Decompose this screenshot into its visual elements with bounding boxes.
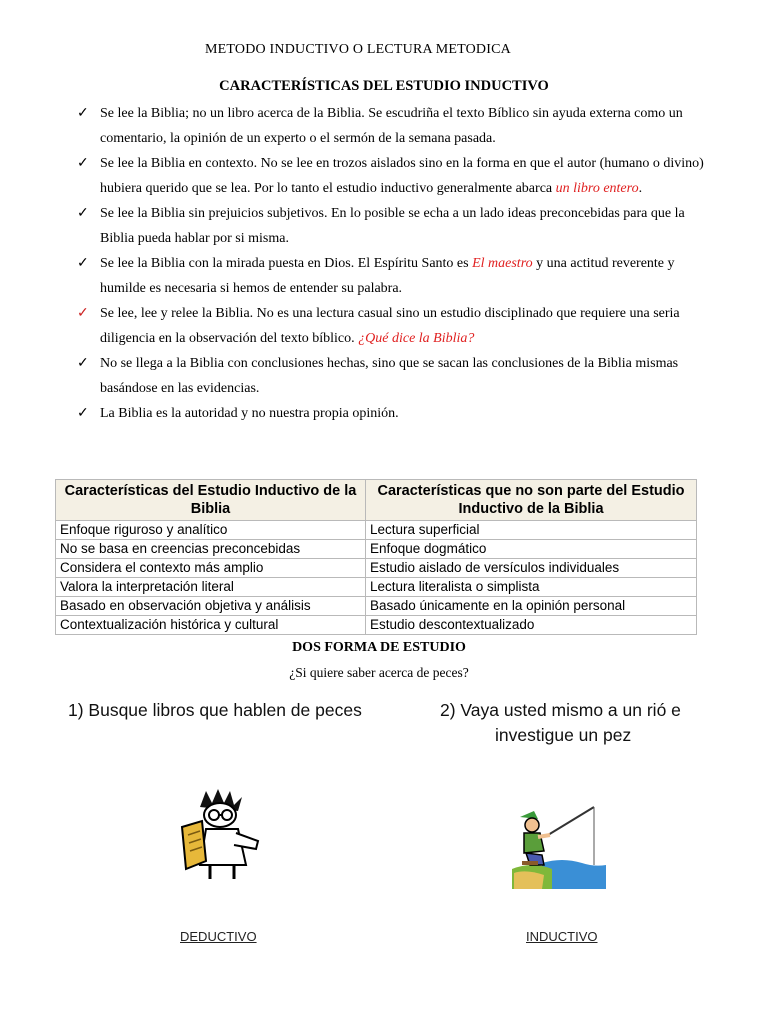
option-two-text	[440, 698, 681, 748]
table-body	[56, 521, 697, 635]
table-row	[56, 521, 697, 540]
label-inductivo: INDUCTIVO	[526, 929, 598, 944]
checkmark-icon: ✓	[77, 406, 89, 421]
bullet-text: No se llega a la Biblia con conclusiones hechas, sino que se sacan las conclusiones de la Biblia mismas basándose en las evidencias.	[100, 356, 679, 396]
characteristics-list	[77, 101, 717, 426]
bullet-text: Se lee la Biblia; no un libro acerca de la Biblia. Se escudriña el texto Bíblico sin ayuda externa como un comentario, la opinión de un experto o el sermón de la semana pasada.	[100, 106, 683, 146]
bullet-text: Se lee la Biblia en contexto. No se lee en trozos aislados sino en la forma en que el autor (humano o divino) hubiera querido que se lea. Por lo tanto el estudio inductivo generalmente abarca	[100, 156, 704, 196]
document-title: METODO INDUCTIVO O LECTURA METODICA	[205, 42, 511, 57]
table-cell-not-inductive: Estudio descontextualizado	[366, 616, 697, 635]
person-reading-book-icon	[176, 785, 272, 881]
table-cell-inductive: Considera el contexto más amplio	[56, 559, 366, 578]
bullet-highlight: El maestro	[472, 256, 533, 271]
table-row	[56, 616, 697, 635]
checkmark-icon: ✓	[77, 106, 89, 121]
bullet-text: La Biblia es la autoridad y no nuestra propia opinión.	[100, 406, 399, 421]
bullet-text-after: .	[638, 181, 643, 196]
bullet-item	[77, 101, 717, 151]
table-row	[56, 559, 697, 578]
bullet-item	[77, 251, 717, 301]
table-header-inductive: Características del Estudio Inductivo de la Biblia	[56, 480, 366, 521]
bullet-item	[77, 151, 717, 201]
table-header-row	[56, 480, 697, 521]
checkmark-icon: ✓	[77, 306, 89, 321]
table-cell-not-inductive: Enfoque dogmático	[366, 540, 697, 559]
option-one-text: 1) Busque libros que hablen de peces	[68, 700, 362, 720]
bullet-highlight: un libro entero	[555, 181, 639, 196]
comparison-table	[55, 479, 697, 635]
table-row	[56, 578, 697, 597]
bullet-item	[77, 201, 717, 251]
section-heading-two-forms: DOS FORMA DE ESTUDIO	[292, 640, 466, 655]
table-cell-inductive: Valora la interpretación literal	[56, 578, 366, 597]
bullet-text: Se lee la Biblia sin prejuicios subjetivos. En lo posible se echa a un lado ideas preconcebidas para que la Biblia pueda hablar por si misma.	[100, 206, 685, 246]
table-cell-not-inductive: Lectura literalista o simplista	[366, 578, 697, 597]
section-heading-characteristics: CARACTERÍSTICAS DEL ESTUDIO INDUCTIVO	[219, 78, 549, 94]
label-deductivo: DEDUCTIVO	[180, 929, 257, 944]
checkmark-icon: ✓	[77, 156, 89, 171]
option-two-line1: 2) Vaya usted mismo a un rió e	[440, 700, 681, 720]
bullet-highlight: ¿Qué dice la Biblia?	[358, 331, 475, 346]
bullet-text-after: y una actitud reverente y humilde es necesaria si hemos de entender su palabra.	[100, 256, 675, 296]
person-fishing-icon	[512, 803, 608, 889]
bullet-item	[77, 351, 717, 401]
bullet-item	[77, 401, 717, 426]
table-header-not-inductive: Características que no son parte del Estudio Inductivo de la Biblia	[366, 480, 697, 521]
table-cell-inductive: Contextualización histórica y cultural	[56, 616, 366, 635]
checkmark-icon: ✓	[77, 256, 89, 271]
table-cell-inductive: Enfoque riguroso y analítico	[56, 521, 366, 540]
table-cell-inductive: No se basa en creencias preconcebidas	[56, 540, 366, 559]
option-two-line2: investigue un pez	[495, 725, 632, 745]
section-question: ¿Si quiere saber acerca de peces?	[289, 665, 469, 680]
table-row	[56, 597, 697, 616]
table-cell-not-inductive: Lectura superficial	[366, 521, 697, 540]
checkmark-icon: ✓	[77, 206, 89, 221]
table-cell-inductive: Basado en observación objetiva y análisis	[56, 597, 366, 616]
bullet-item	[77, 301, 717, 351]
bullet-text: Se lee la Biblia con la mirada puesta en Dios. El Espíritu Santo es	[100, 256, 473, 271]
table-cell-not-inductive: Estudio aislado de versículos individuales	[366, 559, 697, 578]
table-cell-not-inductive: Basado únicamente en la opinión personal	[366, 597, 697, 616]
table-row	[56, 540, 697, 559]
bullet-text: Se lee, lee y relee la Biblia. No es una lectura casual sino un estudio disciplinado que requiere una seria diligencia en la observación del texto bíblico.	[100, 306, 680, 346]
checkmark-icon: ✓	[77, 356, 89, 371]
